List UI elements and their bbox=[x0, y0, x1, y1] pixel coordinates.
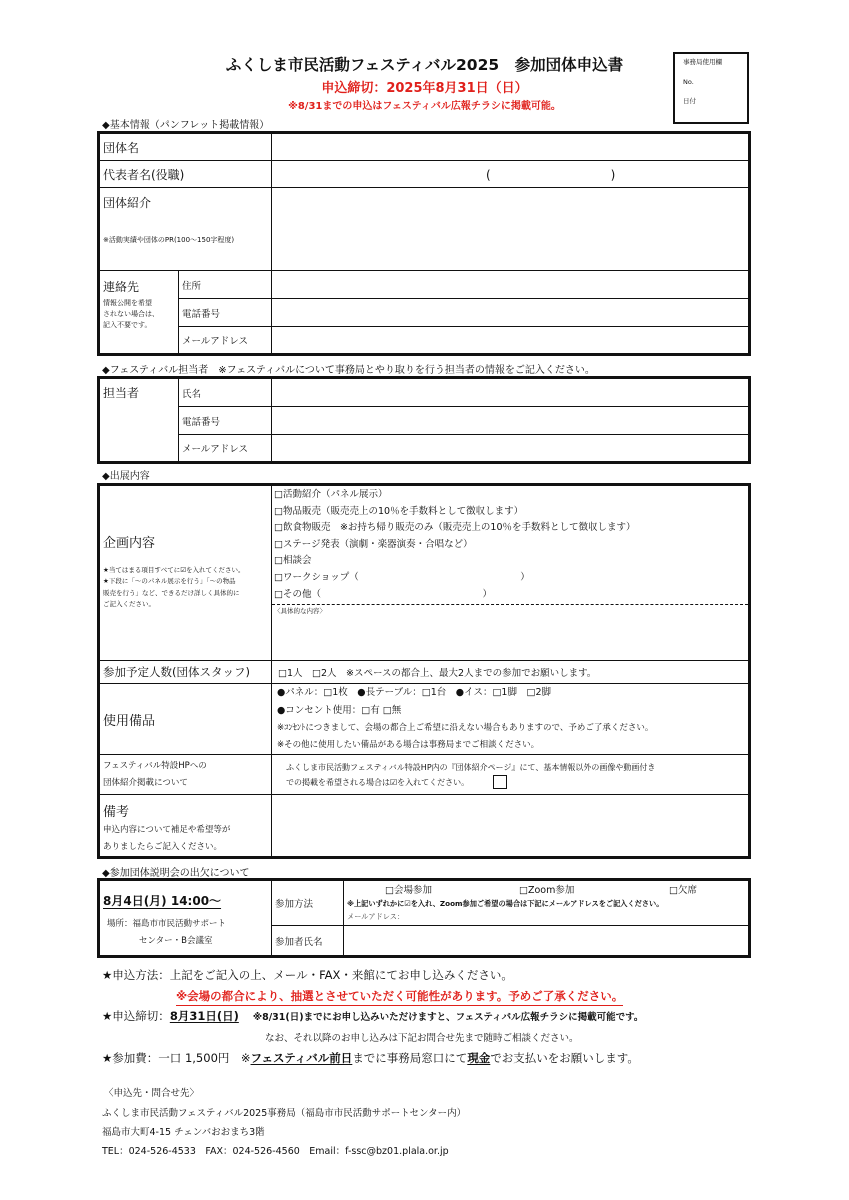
fee-due: フェスティバル前日 bbox=[250, 1051, 353, 1065]
plan-option-other[interactable]: □その他（ ） bbox=[274, 588, 492, 600]
plan-option-food[interactable]: □飲食物販売 ※お持ち帰り販売のみ（販売売上の10％を手数料として徴収します） bbox=[274, 522, 636, 534]
attendee-field[interactable] bbox=[344, 926, 749, 956]
equipment-line-4: ※その他に使用したい備品がある場合は事務局までご相談ください。 bbox=[277, 740, 540, 750]
section-briefing-heading: ◆参加団体説明会の出欠について bbox=[102, 868, 250, 879]
plan-note-2: ★下段に「～のパネル展示を行う」「～の物品 bbox=[103, 577, 236, 586]
plan-label: 企画内容 bbox=[103, 536, 156, 551]
equipment-line-2[interactable]: ●コンセント使用：□有 □無 bbox=[277, 705, 402, 716]
phone-field[interactable] bbox=[272, 299, 749, 327]
position-parentheses: ( ) bbox=[486, 167, 616, 182]
plan-option-workshop[interactable]: □ワークショップ（ ） bbox=[274, 571, 530, 583]
plan-detail-field[interactable] bbox=[272, 604, 748, 658]
deadline-note: ※8/31までの申込はフェスティバル広報チラシに掲載可能。 bbox=[288, 101, 561, 112]
form-title: ふくしま市民活動フェスティバル2025 参加団体申込書 bbox=[225, 56, 624, 74]
fee-label: ★参加費：一口 1,500円 ※ bbox=[102, 1051, 251, 1065]
fee-end: でお支払いをお願いします。 bbox=[490, 1051, 639, 1065]
fee-cash: 現金 bbox=[467, 1051, 491, 1065]
briefing-place-1: 場所：福島市市民活動サポート bbox=[107, 919, 227, 929]
contact-tel-fax-email: TEL：024-526-4533 FAX：024-526-4560 Email：f-ssc@bz01.plala.or.jp bbox=[102, 1146, 449, 1157]
remarks-note-1: 申込内容について補足や希望等が bbox=[103, 825, 231, 835]
contact-note-3: 記入不要です。 bbox=[103, 321, 152, 330]
fee-where: までに事務局窓口にて bbox=[352, 1051, 468, 1065]
plan-option-goods[interactable]: □物品販売（販売売上の10％を手数料として徴収します） bbox=[274, 505, 524, 517]
hp-label-2: 団体紹介掲載について bbox=[103, 777, 188, 788]
plan-detail-label: 〈具体的な内容〉 bbox=[274, 607, 326, 616]
option-zoom[interactable]: □Zoom参加 bbox=[519, 885, 575, 896]
deadline-date: 8月31日(日) bbox=[169, 1009, 239, 1023]
intro-field[interactable] bbox=[272, 188, 749, 271]
remarks-label: 備考 bbox=[103, 805, 130, 820]
option-absent[interactable]: □欠席 bbox=[669, 885, 697, 896]
equipment-line-3: ※ｺﾝｾﾝﾄにつきまして、会場の都合上ご希望に沿えない場合もありますので、予めご了承ください。 bbox=[277, 723, 654, 733]
people-label: 参加予定人数(団体スタッフ) bbox=[100, 661, 272, 684]
lottery-notice: ※会場の都合により、抽選とさせていただく可能性があります。予めご了承ください。 bbox=[176, 988, 623, 1006]
contact-note-1: 情報公開を希望 bbox=[103, 299, 152, 307]
deadline-line bbox=[102, 1008, 643, 1024]
email-field[interactable] bbox=[272, 327, 749, 354]
address-label: 住所 bbox=[179, 271, 272, 299]
hp-text-2: での掲載を希望される場合は☑を入れてください。 bbox=[286, 777, 470, 787]
phone-label: 電話番号 bbox=[179, 299, 272, 327]
method-label: 参加方法 bbox=[272, 881, 344, 926]
office-date-label: 日付 bbox=[683, 97, 696, 105]
zoom-email-field[interactable]: メールアドレス： bbox=[347, 912, 405, 921]
section-staff-heading: ◆フェスティバル担当者 ※フェスティバルについて事務局とやり取りを行う担当者の情報をご記入ください。 bbox=[102, 365, 595, 376]
org-name-field[interactable] bbox=[272, 134, 749, 161]
plan-option-stage[interactable]: □ステージ発表（演劇・楽器演奏・合唱など） bbox=[274, 538, 473, 550]
deadline-late-note: なお、それ以降のお申し込みは下記お問合せ先まで随時ご相談ください。 bbox=[265, 1033, 579, 1044]
method-note: ※上記いずれかに☑を入れ、Zoom参加ご希望の場合は下記にメールアドレスをご記入ください。 bbox=[347, 899, 664, 908]
staff-email-label: メールアドレス bbox=[179, 435, 272, 462]
fee-line bbox=[102, 1050, 639, 1066]
contact-heading: 〈申込先・問合せ先〉 bbox=[104, 1088, 200, 1099]
remarks-field[interactable] bbox=[272, 795, 749, 857]
equipment-label: 使用備品 bbox=[100, 684, 272, 755]
basic-info-table bbox=[99, 133, 749, 354]
equipment-line-1[interactable]: ●パネル：□1枚 ●長テーブル：□1台 ●イス：□1脚 □2脚 bbox=[277, 687, 551, 698]
contact-address: 福島市大町4-15 チェンバおおまち3階 bbox=[102, 1127, 265, 1138]
office-use-label: 事務局使用欄 bbox=[683, 58, 722, 66]
staff-name-field[interactable] bbox=[272, 379, 749, 407]
staff-table bbox=[99, 378, 749, 462]
contact-note-2: されない場合は、 bbox=[103, 310, 159, 319]
apply-method: ★申込方法：上記をご記入の上、メール・FAX・来館にてお申し込みください。 bbox=[102, 968, 513, 982]
staff-phone-label: 電話番号 bbox=[179, 407, 272, 435]
hp-text-1: ふくしま市民活動フェスティバル特設HP内の『団体紹介ページ』にて、基本情報以外の画像や動画付き bbox=[286, 762, 656, 772]
briefing-place-2: センター・B会議室 bbox=[139, 936, 213, 946]
section-basic-heading: ◆基本情報（パンフレット掲載情報） bbox=[102, 120, 270, 131]
plan-options bbox=[272, 487, 748, 603]
org-name-label: 団体名 bbox=[100, 134, 272, 161]
attendee-label: 参加者氏名 bbox=[272, 926, 344, 956]
people-options[interactable]: □1人 □2人 ※スペースの都合上、最大2人までの参加でお願いします。 bbox=[272, 661, 749, 684]
exhibit-table bbox=[99, 485, 749, 857]
plan-option-consultation[interactable]: □相談会 bbox=[274, 555, 312, 567]
office-no-label: No. bbox=[683, 77, 694, 86]
plan-note-4: ご記入ください。 bbox=[103, 600, 155, 609]
office-use-box bbox=[673, 52, 749, 124]
plan-note-3: 販売を行う」など、できるだけ詳しく具体的に bbox=[103, 588, 240, 597]
representative-field[interactable] bbox=[272, 161, 749, 188]
address-field[interactable] bbox=[272, 271, 749, 299]
plan-note-1: ★当てはまる項目すべてに☑を入れてください。 bbox=[103, 566, 245, 574]
plan-option-panel[interactable]: □活動紹介（パネル展示） bbox=[274, 489, 388, 500]
deadline-label: ★申込締切： bbox=[102, 1009, 170, 1023]
staff-name-label: 氏名 bbox=[179, 379, 272, 407]
representative-label: 代表者名(役職) bbox=[100, 161, 272, 188]
section-exhibit-heading: ◆出展内容 bbox=[102, 471, 150, 482]
briefing-table bbox=[99, 880, 749, 956]
deadline-flyer-note: ※8/31(日)までにお申し込みいただけますと、フェスティバル広報チラシに掲載可能です。 bbox=[252, 1012, 644, 1023]
remarks-note-2: ありましたらご記入ください。 bbox=[103, 842, 223, 852]
option-venue[interactable]: □会場参加 bbox=[385, 885, 432, 896]
email-label: メールアドレス bbox=[179, 327, 272, 354]
intro-label: 団体紹介 bbox=[103, 196, 152, 210]
contact-office: ふくしま市民活動フェスティバル2025事務局（福島市市民活動サポートセンター内） bbox=[102, 1108, 467, 1119]
staff-label: 担当者 bbox=[100, 379, 179, 462]
method-options bbox=[347, 882, 745, 897]
staff-phone-field[interactable] bbox=[272, 407, 749, 435]
hp-label-1: フェスティバル特設HPへの bbox=[103, 760, 207, 771]
contact-label: 連絡先 bbox=[103, 280, 140, 294]
staff-email-field[interactable] bbox=[272, 435, 749, 462]
briefing-date: 8月4日(月) 14:00～ bbox=[103, 894, 222, 908]
intro-note: ※活動実績や団体のPR(100～150字程度) bbox=[103, 236, 235, 244]
hp-checkbox[interactable] bbox=[493, 775, 507, 789]
deadline-heading: 申込締切：2025年8月31日（日） bbox=[321, 81, 528, 96]
